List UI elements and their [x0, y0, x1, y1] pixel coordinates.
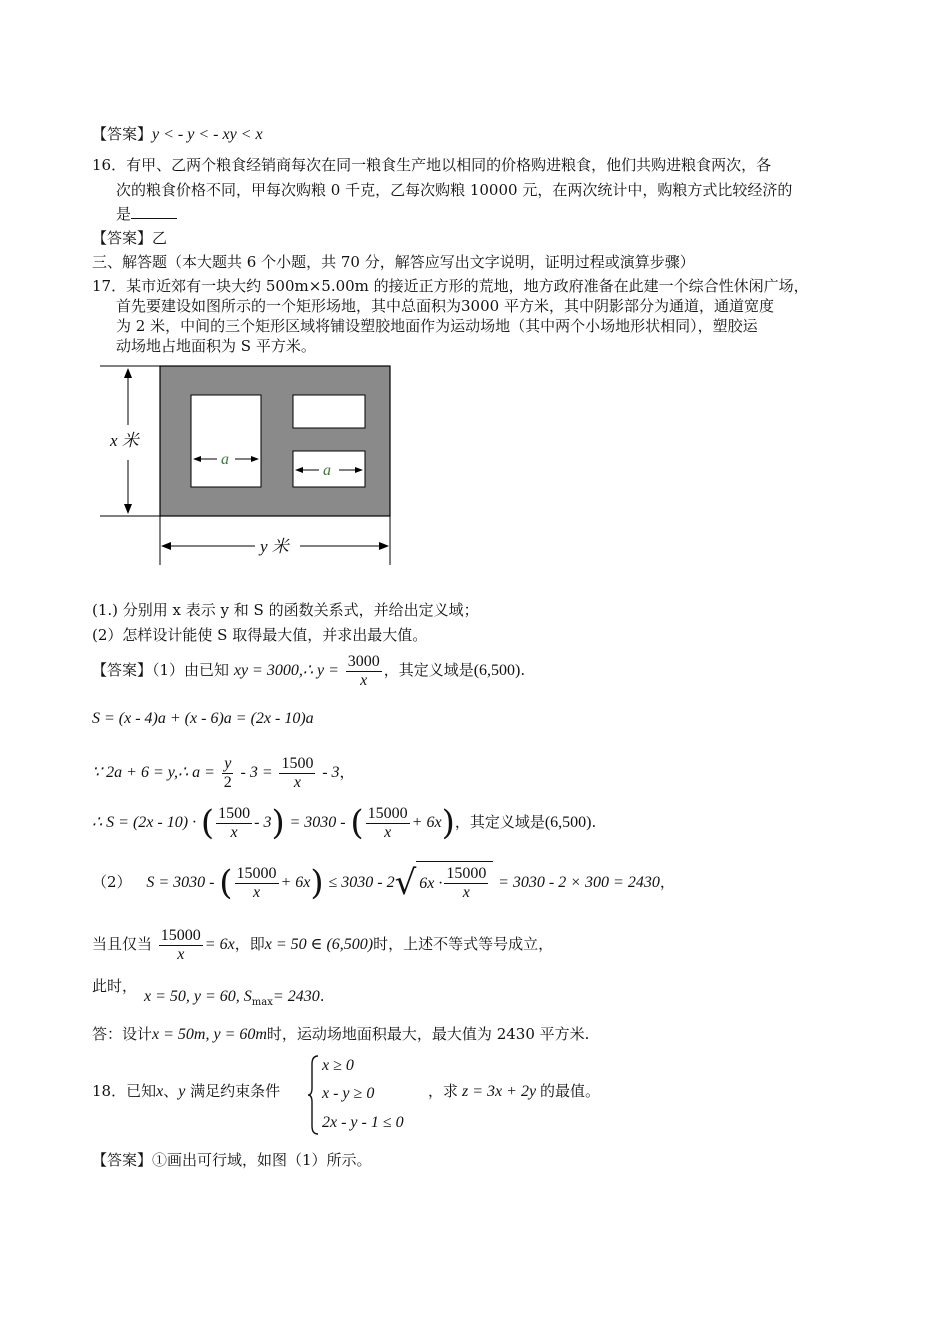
eq4-d: + 6x — [411, 814, 442, 831]
q17-line2: 首先要建设如图所示的一个矩形场地，其中总面积为3000 平方米，其中阴影部分为通道，通道宽度 — [116, 297, 774, 315]
q16-line1: 16．有甲、乙两个粮食经销商每次在同一粮食生产地以相同的价格购进粮食，他们共购进粮食两次，各 — [92, 156, 772, 174]
q17-line3: 为 2 米，中间的三个矩形区域将铺设塑胶地面作为运动场地（其中两个小场地形状相同），塑胶运 — [116, 317, 758, 335]
sqrt-expression: √ 6x · $\frac{15000}{x}$ — [395, 861, 494, 906]
q18-line — [92, 1081, 280, 1102]
q18-prefix: 18．已知 — [92, 1082, 157, 1100]
q16-line2: 次的粮食价格不同，甲每次购粮 0 千克，乙每次购粮 10000 元，在两次统计中，购粮方式比较经济的 — [116, 181, 793, 199]
eq3-c: - 3 — [322, 764, 340, 781]
answer-blank — [131, 204, 177, 219]
frac-num: 15000 — [367, 804, 408, 822]
frac-den: x — [462, 884, 470, 901]
frac-num: 3000 — [347, 652, 380, 670]
eq7-tail: = 2430 — [272, 988, 320, 1005]
q18-cond: 满足约束条件 — [190, 1082, 281, 1100]
frac-den: x — [293, 773, 301, 791]
q18-answer — [92, 1150, 372, 1170]
large-court-rect — [191, 395, 261, 487]
eq4-a: ∴ S = (2x - 10) · — [92, 814, 197, 831]
frac-15000-over-x — [159, 927, 203, 964]
section-heading: 三、解答题（本大题共 6 个小题，共 70 分，解答应写出文字说明，证明过程或演算步骤） — [92, 253, 695, 271]
eq7-sub: max — [251, 997, 273, 1008]
eq5-c: ≤ 3030 - 2 — [328, 874, 395, 891]
frac-15000-over-x — [444, 865, 488, 902]
answer-label: 【答案】 — [92, 661, 153, 679]
q15-answer — [92, 124, 263, 145]
eq6-b: = 6x — [204, 936, 235, 953]
q17-line1: 17．某市近郊有一块大约 500m×5.00m 的接近正方形的荒地，地方政府准备在此建一个综合性休闲广场， — [92, 277, 809, 295]
domain-text: ，其定义域是 — [383, 661, 474, 679]
q17-eq2 — [92, 708, 314, 729]
q18-sep: 、 — [163, 1082, 179, 1100]
a-label-1: a — [221, 451, 229, 468]
final-a: 答：设计 — [92, 1025, 153, 1043]
eq4-c: = 3030 - — [289, 814, 346, 831]
q17-answer-line1 — [92, 650, 525, 691]
q17-eq6 — [92, 924, 553, 965]
frac-3000-over-x — [346, 653, 382, 690]
a-label-2: a — [323, 462, 331, 479]
x-arrow-down — [124, 504, 132, 514]
q18-x: x — [156, 1083, 164, 1100]
q18-answer-text: ①画出可行域，如图（1）所示。 — [152, 1151, 372, 1169]
frac-1500-over-x — [279, 755, 315, 792]
answer-intro: （1）由已知 — [152, 661, 230, 679]
q18-z: z = 3x + 2y — [462, 1083, 537, 1100]
eq4-b: - 3 — [254, 814, 272, 831]
q15-answer-math: y < - y < - xy < x — [152, 126, 263, 143]
frac-den: x — [360, 671, 368, 689]
q18-ask-text: ，求 — [428, 1082, 459, 1100]
sqrt-a: 6x · — [419, 874, 443, 892]
frac-1500-over-x — [216, 805, 252, 842]
frac-den: x — [252, 883, 261, 901]
frac-num: 15000 — [160, 926, 201, 944]
q18-c3: 2x - y - 1 ≤ 0 — [322, 1114, 404, 1131]
q17-eq5: （2） S = 3030 - ( $\frac{15000}{x}$ + 6x) ≤ 3030 - 2 √ 6x · $\frac{15000}{x}$ = 3030 - 2 × 300 = 2430， — [92, 860, 675, 906]
frac-15000-over-x — [235, 865, 279, 902]
eq6-c: ，即 — [234, 935, 265, 953]
period: . — [591, 813, 597, 831]
frac-num: y — [224, 754, 232, 772]
frac-den: x — [230, 823, 238, 841]
y-label: y 米 — [260, 537, 289, 556]
eq6-a: 当且仅当 — [92, 935, 153, 953]
y-arrow-right — [379, 542, 389, 550]
eq3-b: - 3 = — [240, 764, 273, 781]
q16-line3 — [116, 204, 177, 224]
eq2: S = (x - 4)a + (x - 6)a = (2x - 10)a — [92, 710, 314, 727]
x-label: x 米 — [110, 431, 139, 450]
frac-num: 15000 — [236, 864, 277, 882]
final-b: 时，运动场地面积最大，最大值为 2430 平方米. — [266, 1025, 590, 1043]
q17-final — [92, 1024, 589, 1045]
q16-answer-text: 乙 — [152, 229, 168, 247]
eq7-math: x = 50, y = 60, S — [144, 988, 252, 1005]
y-arrow-left — [161, 542, 171, 550]
frac-y-over-2 — [222, 755, 234, 792]
part2-label: （2） — [92, 873, 132, 891]
q17-eq3: ∵ 2a + 6 = y,∴ a = $\frac{y}{2}$ - 3 = $\frac{1500}{x}$ - 3， — [92, 754, 355, 791]
q16-answer — [92, 228, 167, 248]
final-math: x = 50m, y = 60m — [152, 1026, 267, 1043]
small-court-top-rect — [293, 395, 365, 428]
q18-y: y — [178, 1083, 186, 1100]
frac-num: 1500 — [218, 804, 251, 822]
frac-num: 15000 — [446, 865, 487, 882]
q17-eq7-label: 此时， — [92, 977, 138, 995]
domain-value: (6,500) — [544, 814, 592, 831]
q17-eq4: ∴ S = (2x - 10) · ( $\frac{1500}{x}$ - 3) = 3030 - ( $\frac{15000}{x}$ + 6x)，其定义域是(6,500). — [92, 803, 597, 843]
x-arrow-up — [124, 368, 132, 378]
field-diagram — [95, 360, 405, 575]
frac-num: 1500 — [281, 754, 314, 772]
q17-part2: (2）怎样设计能使 S 取得最大值，并求出最大值。 — [92, 626, 428, 644]
frac-den: x — [384, 823, 392, 841]
period: . — [520, 661, 526, 679]
q16-line3-text: 是 — [116, 205, 132, 223]
q18-c1: x ≥ 0 — [322, 1057, 354, 1074]
eq6-d: x = 50 ∈ (6,500) — [264, 936, 374, 953]
frac-den: 2 — [223, 773, 232, 791]
eq6-e: 时，上述不等式等号成立， — [373, 935, 554, 953]
eq5-a: S = 3030 - — [146, 874, 215, 891]
q17-part1: (1.) 分别用 x 表示 y 和 S 的函数关系式，并给出定义域； — [92, 601, 479, 619]
frac-den: x — [177, 945, 185, 963]
domain-value: (6,500) — [473, 662, 521, 679]
frac-15000-over-x — [366, 805, 410, 842]
answer-label: 【答案】 — [92, 229, 153, 247]
q18-tail: 的最值。 — [540, 1082, 601, 1100]
brace-icon — [306, 1054, 322, 1136]
q17-eq7: x = 50, y = 60, $S_{max}= 2430$. — [144, 987, 325, 1008]
eq5-b: + 6x — [280, 874, 311, 891]
answer-label: 【答案】 — [92, 1151, 153, 1169]
q18-c2: x - y ≥ 0 — [322, 1085, 375, 1102]
eq5-d: = 3030 - 2 × 300 = 2430 — [498, 874, 660, 891]
q17-line4: 动场地占地面积为 S 平方米。 — [116, 337, 316, 355]
q18-ask — [428, 1081, 600, 1102]
eq1: xy = 3000,∴ y = — [233, 662, 339, 679]
eq3-a: ∵ 2a + 6 = y,∴ a = — [92, 764, 215, 781]
answer-label: 【答案】 — [92, 125, 153, 143]
